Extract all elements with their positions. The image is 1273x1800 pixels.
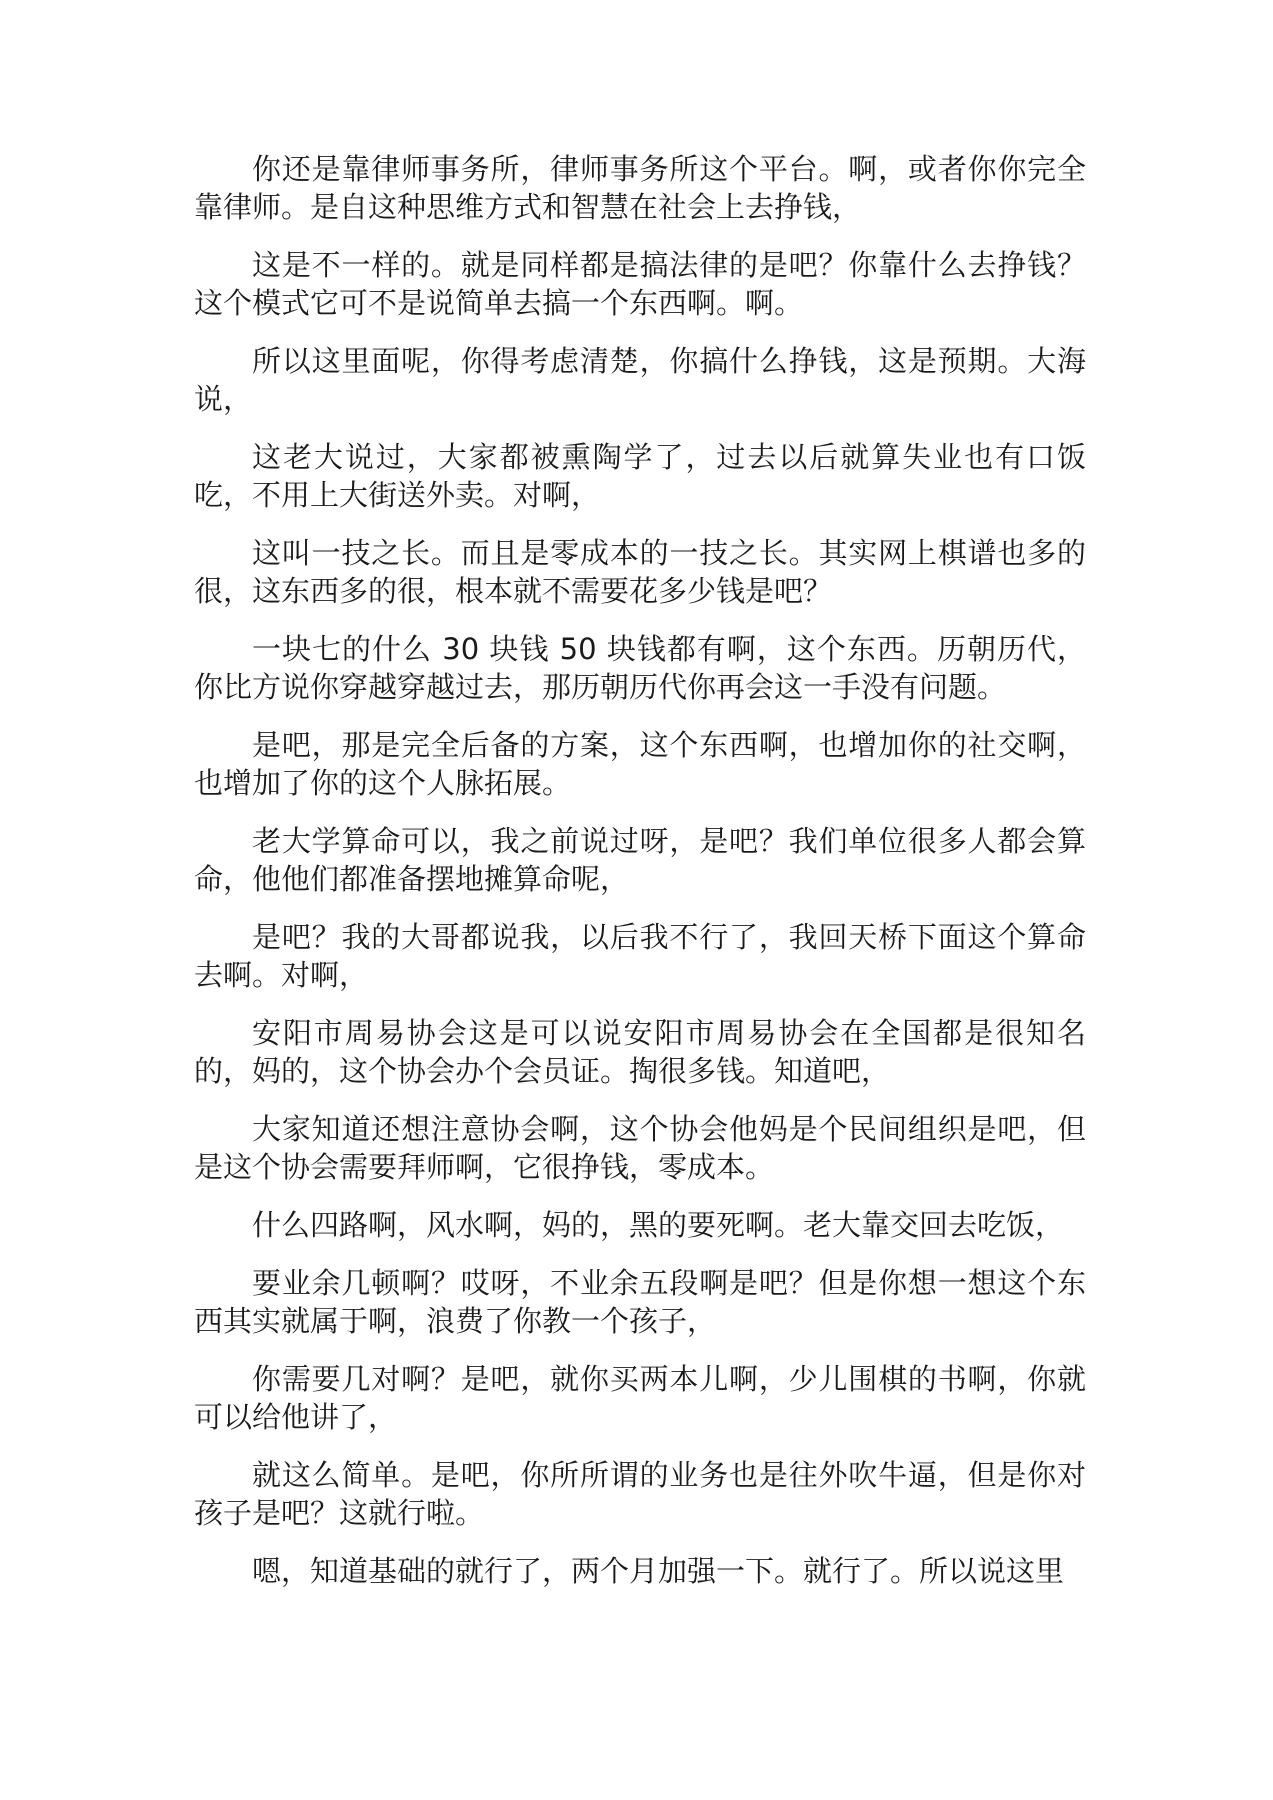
paragraph: 是吧？我的大哥都说我，以后我不行了，我回天桥下面这个算命去啊。对啊， [194, 920, 1086, 992]
paragraph: 大家知道还想注意协会啊，这个协会他妈是个民间组织是吧，但是这个协会需要拜师啊，它很挣钱，零成本。 [194, 1112, 1086, 1184]
paragraph: 嗯，知道基础的就行了，两个月加强一下。就行了。所以说这里 [252, 1554, 1065, 1588]
paragraph: 就这么简单。是吧，你所所谓的业务也是往外吹牛逼，但是你对孩子是吧？这就行啦。 [194, 1458, 1086, 1530]
paragraph: 你还是靠律师事务所，律师事务所这个平台。啊，或者你你完全靠律师。是自这种思维方式和智慧在社会上去挣钱， [194, 152, 1086, 224]
paragraph: 这是不一样的。就是同样都是搞法律的是吧？你靠什么去挣钱？这个模式它可不是说简单去搞一个东西啊。啊。 [194, 248, 1086, 320]
document-page [194, 150, 1086, 1610]
paragraph: 一块七的什么 30 块钱 50 块钱都有啊，这个东西。历朝历代，你比方说你穿越穿越过去，那历朝历代你再会这一手没有问题。 [194, 632, 1086, 704]
paragraph: 是吧，那是完全后备的方案，这个东西啊，也增加你的社交啊，也增加了你的这个人脉拓展。 [194, 728, 1086, 800]
paragraph: 老大学算命可以，我之前说过呀，是吧？我们单位很多人都会算命，他他们都准备摆地摊算命呢， [194, 824, 1086, 896]
paragraph: 所以这里面呢，你得考虑清楚，你搞什么挣钱，这是预期。大海说， [194, 344, 1086, 416]
paragraph: 要业余几顿啊？哎呀，不业余五段啊是吧？但是你想一想这个东西其实就属于啊，浪费了你教一个孩子， [194, 1266, 1086, 1338]
paragraph: 你需要几对啊？是吧，就你买两本儿啊，少儿围棋的书啊，你就可以给他讲了， [194, 1362, 1086, 1434]
paragraph: 什么四路啊，风水啊，妈的，黑的要死啊。老大靠交回去吃饭， [252, 1208, 1065, 1242]
paragraph: 这叫一技之长。而且是零成本的一技之长。其实网上棋谱也多的很，这东西多的很，根本就不需要花多少钱是吧？ [194, 536, 1086, 608]
paragraph: 这老大说过，大家都被熏陶学了，过去以后就算失业也有口饭吃，不用上大街送外卖。对啊， [194, 440, 1086, 512]
paragraph: 安阳市周易协会这是可以说安阳市周易协会在全国都是很知名的，妈的，这个协会办个会员证。掏很多钱。知道吧， [194, 1016, 1086, 1088]
